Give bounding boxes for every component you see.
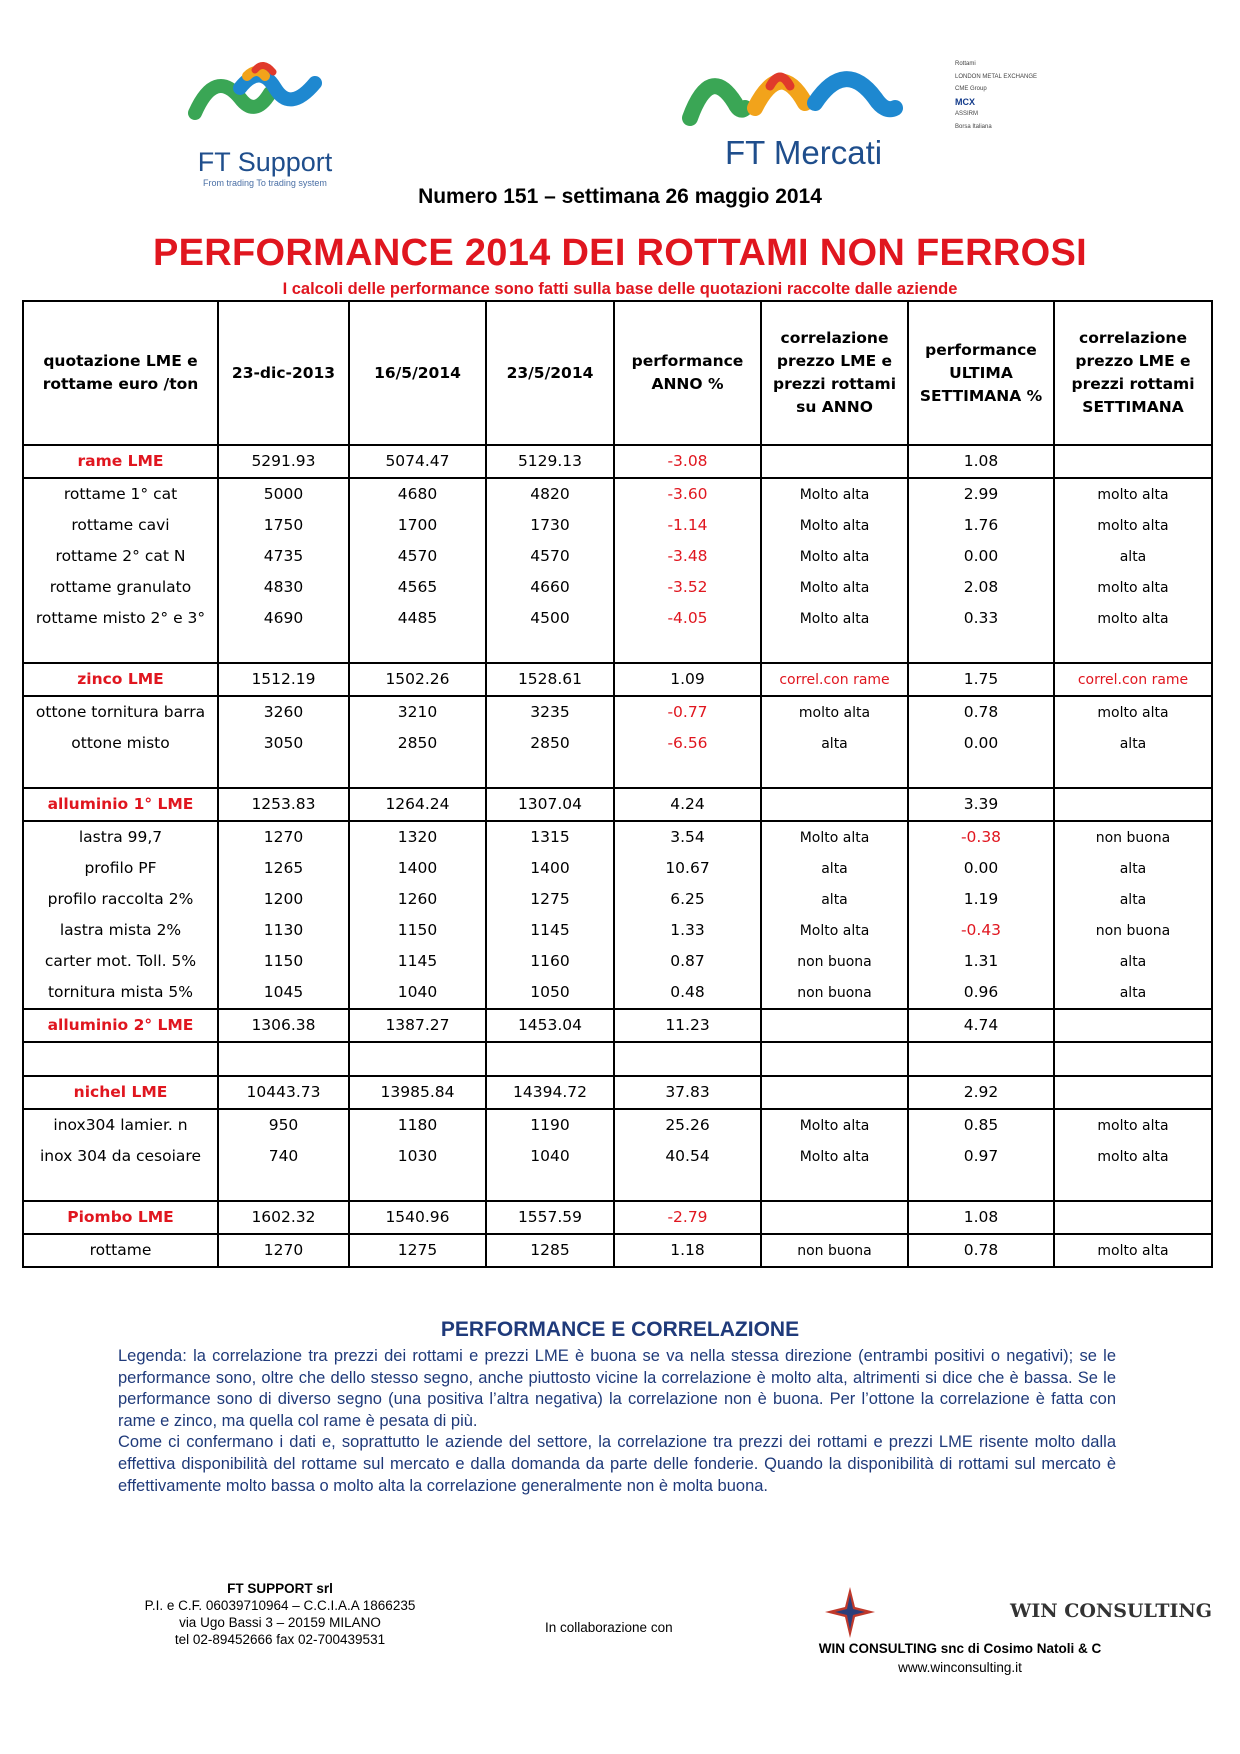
issue-line: Numero 151 – settimana 26 maggio 2014 bbox=[418, 185, 822, 208]
row-label: profilo PF bbox=[23, 853, 218, 884]
table-row bbox=[23, 853, 1212, 884]
table-cell: alta bbox=[761, 728, 908, 759]
table-cell: -4.05 bbox=[614, 603, 761, 634]
table-cell bbox=[761, 1201, 908, 1234]
table-cell: -6.56 bbox=[614, 728, 761, 759]
table-cell: 1.31 bbox=[908, 946, 1054, 977]
company-vat: P.I. e C.F. 06039710964 – C.C.I.A.A 1866235 bbox=[144, 1598, 416, 1613]
empty-cell bbox=[23, 1042, 218, 1076]
partner-logo-assirm: ASSIRM bbox=[955, 111, 979, 117]
table-cell: 2850 bbox=[486, 728, 614, 759]
table-cell: 0.85 bbox=[908, 1109, 1054, 1141]
table-cell: 4735 bbox=[218, 541, 349, 572]
empty-cell bbox=[349, 1172, 486, 1201]
ft-mercati-logo bbox=[680, 58, 940, 178]
table-cell: 4690 bbox=[218, 603, 349, 634]
row-label: tornitura mista 5% bbox=[23, 977, 218, 1009]
table-cell bbox=[761, 1009, 908, 1042]
table-row bbox=[23, 510, 1212, 541]
row-label: zinco LME bbox=[23, 663, 218, 696]
empty-cell bbox=[908, 1042, 1054, 1076]
table-cell: correl.con rame bbox=[1054, 663, 1212, 696]
table-cell: correl.con rame bbox=[761, 663, 908, 696]
table-cell: molto alta bbox=[1054, 1141, 1212, 1172]
empty-cell bbox=[908, 634, 1054, 663]
table-cell: molto alta bbox=[1054, 603, 1212, 634]
row-label: alluminio 2° LME bbox=[23, 1009, 218, 1042]
table-cell: Molto alta bbox=[761, 1141, 908, 1172]
table-cell: 3260 bbox=[218, 696, 349, 728]
table-cell: 1.75 bbox=[908, 663, 1054, 696]
table-cell: 4830 bbox=[218, 572, 349, 603]
table-cell: 1285 bbox=[486, 1234, 614, 1267]
table-cell: non buona bbox=[1054, 821, 1212, 853]
table-cell: 1315 bbox=[486, 821, 614, 853]
table-cell: 1306.38 bbox=[218, 1009, 349, 1042]
header-cell: correlazione prezzo LME e prezzi rottami su ANNO bbox=[761, 301, 908, 445]
row-label: rottame granulato bbox=[23, 572, 218, 603]
empty-cell bbox=[908, 1172, 1054, 1201]
table-cell: 950 bbox=[218, 1109, 349, 1141]
table-cell: 1145 bbox=[486, 915, 614, 946]
table-cell: 1.19 bbox=[908, 884, 1054, 915]
partner-logo-cme: CME Group bbox=[955, 86, 987, 92]
table-cell: 1260 bbox=[349, 884, 486, 915]
partner-company-line: WIN CONSULTING snc di Cosimo Natoli & C bbox=[818, 1641, 1102, 1656]
table-cell: 1400 bbox=[349, 853, 486, 884]
table-cell: 1307.04 bbox=[486, 788, 614, 821]
spacer-row bbox=[23, 1042, 1212, 1076]
lme-row bbox=[23, 1201, 1212, 1234]
table-cell: 3235 bbox=[486, 696, 614, 728]
table-cell: 1.08 bbox=[908, 1201, 1054, 1234]
row-label: lastra mista 2% bbox=[23, 915, 218, 946]
compass-star-icon bbox=[815, 1585, 885, 1640]
empty-cell bbox=[614, 759, 761, 788]
empty-cell bbox=[761, 759, 908, 788]
header-cell: 23-dic-2013 bbox=[218, 301, 349, 445]
empty-cell bbox=[614, 1042, 761, 1076]
table-cell: 3210 bbox=[349, 696, 486, 728]
table-cell: 1.76 bbox=[908, 510, 1054, 541]
row-label: rottame 1° cat bbox=[23, 478, 218, 510]
empty-cell bbox=[349, 634, 486, 663]
win-consulting-name: WIN CONSULTING bbox=[1010, 1600, 1212, 1622]
table-cell: -0.38 bbox=[908, 821, 1054, 853]
table-cell: Molto alta bbox=[761, 572, 908, 603]
empty-cell bbox=[1054, 759, 1212, 788]
header-cell: 16/5/2014 bbox=[349, 301, 486, 445]
empty-cell bbox=[218, 634, 349, 663]
table-cell: 2850 bbox=[349, 728, 486, 759]
table-cell: 14394.72 bbox=[486, 1076, 614, 1109]
table-cell bbox=[1054, 445, 1212, 478]
table-cell: 0.96 bbox=[908, 977, 1054, 1009]
table-cell: 0.00 bbox=[908, 541, 1054, 572]
table-cell: alta bbox=[1054, 884, 1212, 915]
table-cell: 0.00 bbox=[908, 728, 1054, 759]
table-cell: 1160 bbox=[486, 946, 614, 977]
empty-cell bbox=[23, 1172, 218, 1201]
table-cell: 1040 bbox=[486, 1141, 614, 1172]
partner-logo-mcx: MCX bbox=[955, 96, 975, 107]
table-cell: molto alta bbox=[1054, 1234, 1212, 1267]
table-cell: 4565 bbox=[349, 572, 486, 603]
table-cell: 10443.73 bbox=[218, 1076, 349, 1109]
ft-mercati-waves-icon bbox=[680, 58, 940, 133]
table-cell: 1400 bbox=[486, 853, 614, 884]
legend-paragraph: Come ci confermano i dati e, soprattutto le aziende del settore, la correlazione tra prezzi dei rottami e prezzi LME risente molto dalla effettiva disponibilità del rottame sul mercato e dalla domanda da parte delle fonderie. Quando la disponibilità di rottami sul mercato è effettivamente molto bassa o molto alta la correlazione generalmente non è molta buona. bbox=[118, 1433, 1116, 1495]
table-cell: alta bbox=[761, 884, 908, 915]
spacer-row bbox=[23, 759, 1212, 788]
table-cell: 1190 bbox=[486, 1109, 614, 1141]
partner-website: www.winconsulting.it bbox=[898, 1660, 1022, 1675]
row-label: rottame bbox=[23, 1234, 218, 1267]
table-cell: 1150 bbox=[349, 915, 486, 946]
table-row bbox=[23, 478, 1212, 510]
table-cell: 1750 bbox=[218, 510, 349, 541]
row-label: ottone misto bbox=[23, 728, 218, 759]
lme-row bbox=[23, 1076, 1212, 1109]
row-label: lastra 99,7 bbox=[23, 821, 218, 853]
table-cell: 5129.13 bbox=[486, 445, 614, 478]
table-cell: 3050 bbox=[218, 728, 349, 759]
table-cell: molto alta bbox=[1054, 696, 1212, 728]
table-row bbox=[23, 1234, 1212, 1267]
empty-cell bbox=[23, 634, 218, 663]
table-cell: Molto alta bbox=[761, 915, 908, 946]
empty-cell bbox=[761, 634, 908, 663]
table-cell: Molto alta bbox=[761, 541, 908, 572]
table-row bbox=[23, 572, 1212, 603]
table-cell: Molto alta bbox=[761, 510, 908, 541]
header-cell: quotazione LME e rottame euro /ton bbox=[23, 301, 218, 445]
row-label: rottame 2° cat N bbox=[23, 541, 218, 572]
spacer-row bbox=[23, 1172, 1212, 1201]
table-cell: 1130 bbox=[218, 915, 349, 946]
table-cell: 5291.93 bbox=[218, 445, 349, 478]
table-cell: 1275 bbox=[486, 884, 614, 915]
empty-cell bbox=[486, 634, 614, 663]
table-cell: Molto alta bbox=[761, 1109, 908, 1141]
table-cell: 6.25 bbox=[614, 884, 761, 915]
partner-logo-borsa: Borsa Italiana bbox=[955, 123, 992, 130]
empty-cell bbox=[761, 1042, 908, 1076]
table-cell: 4820 bbox=[486, 478, 614, 510]
table-cell: 1.08 bbox=[908, 445, 1054, 478]
header-cell: performance ULTIMA SETTIMANA % bbox=[908, 301, 1054, 445]
table-cell bbox=[1054, 788, 1212, 821]
table-cell: 1453.04 bbox=[486, 1009, 614, 1042]
table-cell: 0.97 bbox=[908, 1141, 1054, 1172]
table-cell bbox=[761, 1076, 908, 1109]
table-cell: non buona bbox=[1054, 915, 1212, 946]
table-cell: 1.09 bbox=[614, 663, 761, 696]
table-cell: 1180 bbox=[349, 1109, 486, 1141]
table-cell: 740 bbox=[218, 1141, 349, 1172]
empty-cell bbox=[349, 1042, 486, 1076]
table-cell: molto alta bbox=[1054, 572, 1212, 603]
table-cell: -3.48 bbox=[614, 541, 761, 572]
table-cell: 4570 bbox=[486, 541, 614, 572]
table-cell bbox=[1054, 1009, 1212, 1042]
company-info bbox=[100, 1580, 460, 1648]
table-cell: 10.67 bbox=[614, 853, 761, 884]
table-cell: 1602.32 bbox=[218, 1201, 349, 1234]
table-cell: 25.26 bbox=[614, 1109, 761, 1141]
empty-cell bbox=[1054, 1172, 1212, 1201]
table-cell: -3.52 bbox=[614, 572, 761, 603]
table-cell: alta bbox=[1054, 977, 1212, 1009]
empty-cell bbox=[486, 759, 614, 788]
table-cell: 11.23 bbox=[614, 1009, 761, 1042]
table-row bbox=[23, 603, 1212, 634]
row-label: Piombo LME bbox=[23, 1201, 218, 1234]
table-cell: 2.99 bbox=[908, 478, 1054, 510]
table-row bbox=[23, 541, 1212, 572]
header-cell: performance ANNO % bbox=[614, 301, 761, 445]
table-cell: 4485 bbox=[349, 603, 486, 634]
table-row bbox=[23, 1141, 1212, 1172]
company-address: via Ugo Bassi 3 – 20159 MILANO bbox=[179, 1615, 381, 1630]
table-cell: 1512.19 bbox=[218, 663, 349, 696]
row-label: ottone tornitura barra bbox=[23, 696, 218, 728]
table-cell: 1557.59 bbox=[486, 1201, 614, 1234]
table-cell: 0.00 bbox=[908, 853, 1054, 884]
table-cell: 1730 bbox=[486, 510, 614, 541]
table-cell: 4.74 bbox=[908, 1009, 1054, 1042]
table-cell bbox=[1054, 1076, 1212, 1109]
empty-cell bbox=[908, 759, 1054, 788]
spacer-row bbox=[23, 634, 1212, 663]
table-cell: alta bbox=[1054, 728, 1212, 759]
table-row bbox=[23, 977, 1212, 1009]
table-cell: 1253.83 bbox=[218, 788, 349, 821]
table-row bbox=[23, 728, 1212, 759]
table-cell: Molto alta bbox=[761, 478, 908, 510]
empty-cell bbox=[23, 759, 218, 788]
table-cell: 0.87 bbox=[614, 946, 761, 977]
table-cell: 1200 bbox=[218, 884, 349, 915]
table-cell: 1270 bbox=[218, 821, 349, 853]
table-row bbox=[23, 1109, 1212, 1141]
table-cell: 5074.47 bbox=[349, 445, 486, 478]
row-label: rottame cavi bbox=[23, 510, 218, 541]
table-cell: molto alta bbox=[1054, 478, 1212, 510]
table-cell: 1.18 bbox=[614, 1234, 761, 1267]
row-label: rottame misto 2° e 3° bbox=[23, 603, 218, 634]
table-cell: 1150 bbox=[218, 946, 349, 977]
table-cell: alta bbox=[1054, 853, 1212, 884]
table-cell: 4.24 bbox=[614, 788, 761, 821]
table-row bbox=[23, 915, 1212, 946]
table-cell: 1502.26 bbox=[349, 663, 486, 696]
table-cell: 1270 bbox=[218, 1234, 349, 1267]
table-cell: molto alta bbox=[1054, 1109, 1212, 1141]
table-cell: 1387.27 bbox=[349, 1009, 486, 1042]
table-cell: 1030 bbox=[349, 1141, 486, 1172]
lme-row bbox=[23, 788, 1212, 821]
table-cell: 0.48 bbox=[614, 977, 761, 1009]
table-row bbox=[23, 884, 1212, 915]
ft-support-waves-icon bbox=[185, 58, 345, 148]
table-cell: 40.54 bbox=[614, 1141, 761, 1172]
table-cell: 2.08 bbox=[908, 572, 1054, 603]
table-cell: alta bbox=[1054, 541, 1212, 572]
legend-paragraph: Legenda: la correlazione tra prezzi dei rottami e prezzi LME è buona se va nella stessa direzione (entrambi positivi o negativi); se le performance sono, oltre che dello stesso segno, anche piuttosto vicine la correlazione è molto alta, altrimenti si dice che è bassa. Se le performance sono di diverso segno (una positiva l’altra negativa) la correlazione non è buona. Per l’ottone la correlazione è fatta con rame e zinco, ma quella col rame è pesata di più. bbox=[118, 1347, 1116, 1430]
ft-support-name: FT Support bbox=[197, 147, 333, 177]
header-cell: 23/5/2014 bbox=[486, 301, 614, 445]
empty-cell bbox=[486, 1042, 614, 1076]
table-cell: 13985.84 bbox=[349, 1076, 486, 1109]
table-cell: -0.43 bbox=[908, 915, 1054, 946]
collaboration-label: In collaborazione con bbox=[545, 1620, 673, 1635]
table-cell: molto alta bbox=[761, 696, 908, 728]
table-cell bbox=[761, 788, 908, 821]
table-cell: 4680 bbox=[349, 478, 486, 510]
ft-support-logo bbox=[185, 58, 345, 188]
empty-cell bbox=[349, 759, 486, 788]
table-cell: -1.14 bbox=[614, 510, 761, 541]
header-cell: correlazione prezzo LME e prezzi rottami SETTIMANA bbox=[1054, 301, 1212, 445]
partner-logo-rottami: Rottami bbox=[955, 61, 976, 67]
table-cell: 0.78 bbox=[908, 1234, 1054, 1267]
table-cell: 37.83 bbox=[614, 1076, 761, 1109]
table-cell: 4500 bbox=[486, 603, 614, 634]
empty-cell bbox=[614, 1172, 761, 1201]
table-cell: 1040 bbox=[349, 977, 486, 1009]
table-cell: non buona bbox=[761, 1234, 908, 1267]
table-cell: 1264.24 bbox=[349, 788, 486, 821]
table-cell: 0.78 bbox=[908, 696, 1054, 728]
lme-row bbox=[23, 445, 1212, 478]
partner-logo-lme: LONDON METAL EXCHANGE bbox=[955, 73, 1038, 80]
table-cell: molto alta bbox=[1054, 510, 1212, 541]
empty-cell bbox=[218, 1172, 349, 1201]
company-name: FT SUPPORT srl bbox=[227, 1581, 333, 1596]
table-header-row bbox=[23, 301, 1212, 445]
table-cell: 1045 bbox=[218, 977, 349, 1009]
empty-cell bbox=[218, 1042, 349, 1076]
lme-row bbox=[23, 1009, 1212, 1042]
page-subtitle: I calcoli delle performance sono fatti sulla base delle quotazioni raccolte dalle aziende bbox=[282, 280, 958, 298]
table-cell: alta bbox=[761, 853, 908, 884]
table-row bbox=[23, 946, 1212, 977]
table-cell: 1528.61 bbox=[486, 663, 614, 696]
lme-row bbox=[23, 663, 1212, 696]
table-cell: 1050 bbox=[486, 977, 614, 1009]
table-cell: 0.33 bbox=[908, 603, 1054, 634]
table-cell: 1320 bbox=[349, 821, 486, 853]
empty-cell bbox=[1054, 634, 1212, 663]
performance-table bbox=[22, 300, 1213, 1268]
empty-cell bbox=[614, 634, 761, 663]
row-label: inox304 lamier. n bbox=[23, 1109, 218, 1141]
table-row bbox=[23, 821, 1212, 853]
table-cell: 1.33 bbox=[614, 915, 761, 946]
empty-cell bbox=[761, 1172, 908, 1201]
table-cell: -2.79 bbox=[614, 1201, 761, 1234]
table-cell: 1540.96 bbox=[349, 1201, 486, 1234]
empty-cell bbox=[218, 759, 349, 788]
table-body bbox=[23, 445, 1212, 1267]
table-cell bbox=[1054, 1201, 1212, 1234]
table-cell: -3.60 bbox=[614, 478, 761, 510]
table-cell: -3.08 bbox=[614, 445, 761, 478]
table-cell: 5000 bbox=[218, 478, 349, 510]
table-cell: 1145 bbox=[349, 946, 486, 977]
table-cell: 1700 bbox=[349, 510, 486, 541]
legend-title: PERFORMANCE E CORRELAZIONE bbox=[440, 1318, 800, 1341]
table-cell: alta bbox=[1054, 946, 1212, 977]
row-label: inox 304 da cesoiare bbox=[23, 1141, 218, 1172]
company-phone: tel 02-89452666 fax 02-700439531 bbox=[174, 1632, 386, 1647]
table-cell: 1275 bbox=[349, 1234, 486, 1267]
row-label: alluminio 1° LME bbox=[23, 788, 218, 821]
table-cell: 4570 bbox=[349, 541, 486, 572]
row-label: carter mot. Toll. 5% bbox=[23, 946, 218, 977]
table-cell: 3.54 bbox=[614, 821, 761, 853]
table-cell: 1265 bbox=[218, 853, 349, 884]
partner-logos bbox=[955, 58, 1055, 186]
table-cell: non buona bbox=[761, 977, 908, 1009]
table-cell bbox=[761, 445, 908, 478]
table-cell: Molto alta bbox=[761, 603, 908, 634]
table-cell: -0.77 bbox=[614, 696, 761, 728]
row-label: rame LME bbox=[23, 445, 218, 478]
table-row bbox=[23, 696, 1212, 728]
empty-cell bbox=[1054, 1042, 1212, 1076]
ft-mercati-name: FT Mercati bbox=[725, 134, 883, 171]
table-cell: 3.39 bbox=[908, 788, 1054, 821]
table-cell: Molto alta bbox=[761, 821, 908, 853]
page-title: PERFORMANCE 2014 DEI ROTTAMI NON FERROSI bbox=[153, 232, 1087, 274]
legend-text bbox=[118, 1346, 1116, 1497]
row-label: nichel LME bbox=[23, 1076, 218, 1109]
table-cell: 4660 bbox=[486, 572, 614, 603]
empty-cell bbox=[486, 1172, 614, 1201]
ft-support-tagline: From trading To trading system bbox=[203, 178, 327, 188]
table-cell: non buona bbox=[761, 946, 908, 977]
table-cell: 2.92 bbox=[908, 1076, 1054, 1109]
row-label: profilo raccolta 2% bbox=[23, 884, 218, 915]
